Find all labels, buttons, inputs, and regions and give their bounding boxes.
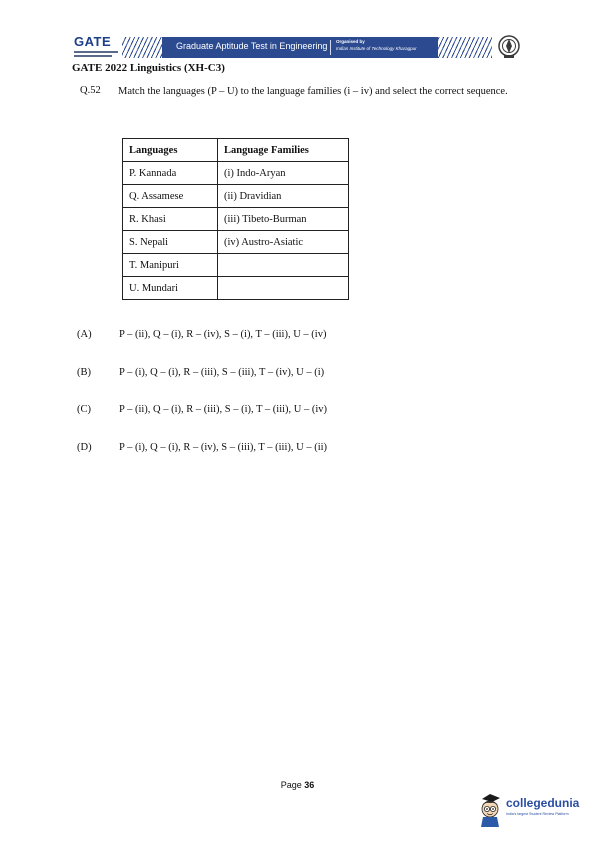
language-cell: P. Kannada bbox=[123, 162, 218, 185]
gate-logo-underline bbox=[74, 51, 118, 53]
banner-title: Graduate Aptitude Test in Engineering bbox=[176, 41, 328, 51]
question-text: Match the languages (P – U) to the language families (i – iv) and select the correct sequence. bbox=[118, 86, 508, 97]
banner-divider bbox=[330, 40, 331, 55]
gate-logo-underline bbox=[74, 55, 112, 57]
option-label: (D) bbox=[77, 442, 92, 453]
brand-name: collegedunia bbox=[506, 796, 580, 810]
table-row bbox=[123, 254, 349, 277]
collegedunia-logo bbox=[476, 792, 586, 828]
question-number: Q.52 bbox=[80, 85, 101, 96]
collegedunia-mascot-icon bbox=[476, 792, 504, 833]
organizer-name: Indian Institute of Technology Kharagpur bbox=[336, 46, 417, 51]
column-header-languages: Languages bbox=[123, 139, 218, 162]
language-cell: T. Manipuri bbox=[123, 254, 218, 277]
option-text: P – (i), Q – (i), R – (iii), S – (iii), T – (iv), U – (i) bbox=[119, 367, 325, 378]
family-cell bbox=[218, 277, 349, 300]
option-text: P – (ii), Q – (i), R – (iv), S – (i), T – (iii), U – (iv) bbox=[119, 329, 327, 340]
page-number-value: 36 bbox=[304, 780, 315, 790]
organizer-label: Organised by bbox=[336, 39, 365, 44]
page-number bbox=[0, 780, 595, 790]
gate-logo bbox=[72, 34, 120, 60]
paper-title: GATE 2022 Linguistics (XH-C3) bbox=[72, 62, 225, 74]
table-row bbox=[123, 185, 349, 208]
language-cell: U. Mundari bbox=[123, 277, 218, 300]
table-row bbox=[123, 277, 349, 300]
family-cell: (iv) Austro-Asiatic bbox=[218, 231, 349, 254]
option-label: (B) bbox=[77, 367, 91, 378]
language-cell: R. Khasi bbox=[123, 208, 218, 231]
family-cell bbox=[218, 254, 349, 277]
table-row bbox=[123, 162, 349, 185]
language-cell: S. Nepali bbox=[123, 231, 218, 254]
table-row bbox=[123, 208, 349, 231]
language-cell: Q. Assamese bbox=[123, 185, 218, 208]
option-label: (A) bbox=[77, 329, 92, 340]
option-text: P – (ii), Q – (i), R – (iii), S – (i), T – (iii), U – (iv) bbox=[119, 404, 328, 415]
matching-table bbox=[122, 138, 349, 300]
option-label: (C) bbox=[77, 404, 91, 415]
table-row bbox=[123, 231, 349, 254]
page-label: Page bbox=[280, 780, 302, 790]
header-banner bbox=[72, 34, 532, 60]
option-text: P – (i), Q – (i), R – (iv), S – (iii), T – (iii), U – (ii) bbox=[119, 442, 328, 453]
column-header-language-families: Language Families bbox=[218, 139, 349, 162]
family-cell: (iii) Tibeto-Burman bbox=[218, 208, 349, 231]
iit-kharagpur-emblem-icon bbox=[497, 34, 521, 60]
brand-tagline: India's largest Student Review Platform bbox=[506, 812, 569, 816]
gate-logo-text: GATE bbox=[74, 34, 112, 49]
family-cell: (ii) Dravidian bbox=[218, 185, 349, 208]
table-header-row bbox=[123, 139, 349, 162]
family-cell: (i) Indo-Aryan bbox=[218, 162, 349, 185]
